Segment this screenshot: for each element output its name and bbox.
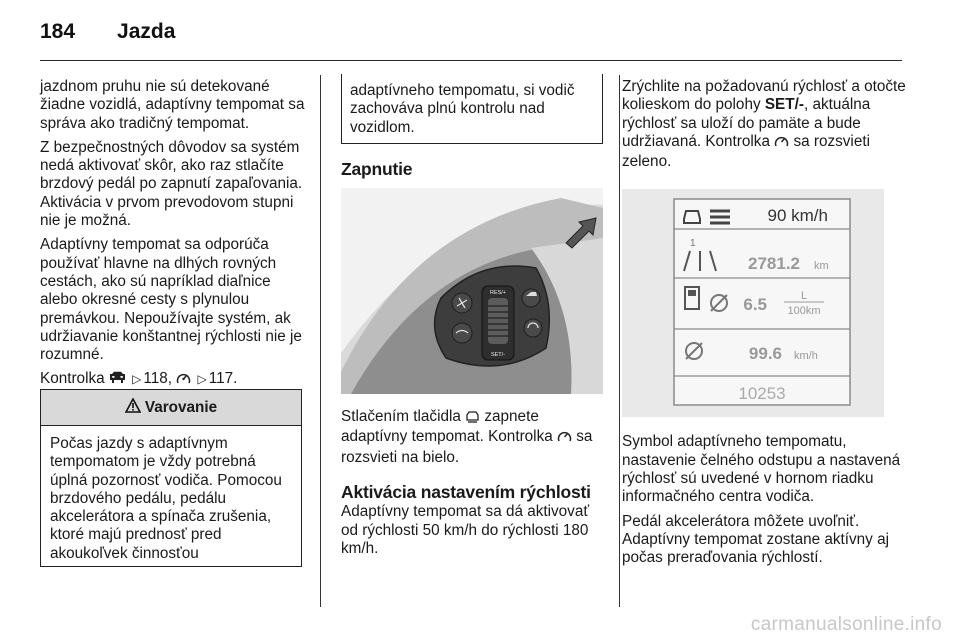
fuel-unit-top: L [800,290,808,303]
reference-line: Kontrolka ▷ 118, ▷ 117. [40,370,306,390]
paragraph: Stlačením tlačidla zapnete adaptívny tempomat. Kontrolka sa rozsvieti na bielo. [341,408,593,466]
steering-wheel-illustration [341,188,603,394]
average-speed: 99.6 [748,344,782,364]
section-heading: Aktivácia nastavením rýchlosti [341,482,591,503]
warning-continuation-box [341,74,603,144]
page-number: 184 [40,20,76,43]
paragraph: Zrýchlite na požadovanú rýchlosť a otočte kolieskom do polohy SET/-, aktuálna rýchlosť sa uloží do pamäte a bude udržiavaná. Kontrolka sa rozsvieti zeleno. [622,78,906,171]
page-reference-arrow-icon: ▷ [132,372,142,387]
cruise-control-icon [557,429,572,448]
watermark: carmanualsonline.info [750,614,942,635]
section-heading: Zapnutie [341,158,413,179]
warning-box [40,389,302,567]
cruise-control-icon [774,134,789,153]
paragraph: Adaptívny tempomat sa dá aktivovať od rýchlosti 50 km/h do rýchlosti 180 km/h. [341,503,590,557]
average-speed-unit: km/h [794,350,818,363]
page-header [40,20,175,50]
column-2 [341,74,603,564]
fuel-unit-bottom: 100km [787,305,821,318]
trip-distance: 2781.2 [748,254,800,274]
warning-text: Počas jazdy s adaptívnym tempomatom je vždy potrebná úplná pozornosť vodiča. Pomocou brzdového pedálu, pedálu akcelerátora a spínača zrušenia, ktoré majú prednosť pred akoukoľvek činnosťou [50,435,282,562]
trip-unit: km [814,260,829,273]
column-divider-left [320,75,321,607]
paragraph: Adaptívny tempomat sa odporúča používať hlavne na dlhých rovných cestách, ako sú napríklad diaľnice alebo okresné cesty s plynulou premávkou. Nepoužívajte systém, ak udržiavanie konštantnej rýchlosti nie je rozumné. [40,236,302,364]
trip-index: 1 [690,238,696,250]
column-1 [40,78,306,397]
column-divider-right [619,75,620,607]
warning-title: Varovanie [144,398,218,416]
odometer: 10253 [738,384,786,404]
page-link[interactable]: 117. [208,370,238,388]
chapter-title: Jazda [117,20,176,43]
page-link[interactable]: 118, [143,370,172,388]
set-label: SET/- [764,96,804,114]
paragraph: jazdnom pruhu nie sú detekované žiadne vozidlá, adaptívny tempomat sa správa ako tradičný tempomat. [40,78,305,132]
paragraph: Z bezpečnostných dôvodov sa systém nedá aktivovať skôr, ako raz stlačíte brzdový pedál po zapnutí zapaľovania. Aktivácia v prvom prevodovom stupni nie je možná. [40,138,303,230]
fuel-consumption: 6.5 [743,295,767,315]
paragraph: Symbol adaptívneho tempomatu, nastavenie čelného odstupu a nastavená rýchlosť sú uvedené v hornom riadku informačného centra vodiča. [622,433,901,506]
cruise-control-icon [176,371,191,390]
header-rule [40,60,902,61]
warning-triangle-icon [125,398,141,418]
vehicle-ahead-icon [109,371,126,390]
set-speed-readout: 90 km/h [767,206,828,226]
res-button-label: RES/+ [489,290,507,297]
column-3 [622,78,907,574]
warning-continuation-text: adaptívneho tempomatu, si vodič zachováva plnú kontrolu nad vozidlom. [350,82,575,136]
page-reference-arrow-icon: ▷ [197,372,207,387]
adaptive-cruise-button-icon [465,410,480,428]
driver-info-display-illustration [622,189,884,417]
warning-header [41,390,301,426]
set-button-label: SET/- [490,352,506,359]
paragraph: Pedál akcelerátora môžete uvoľniť. Adaptívny tempomat zostane aktívny aj počas preraďovania rýchlostí. [622,512,889,567]
